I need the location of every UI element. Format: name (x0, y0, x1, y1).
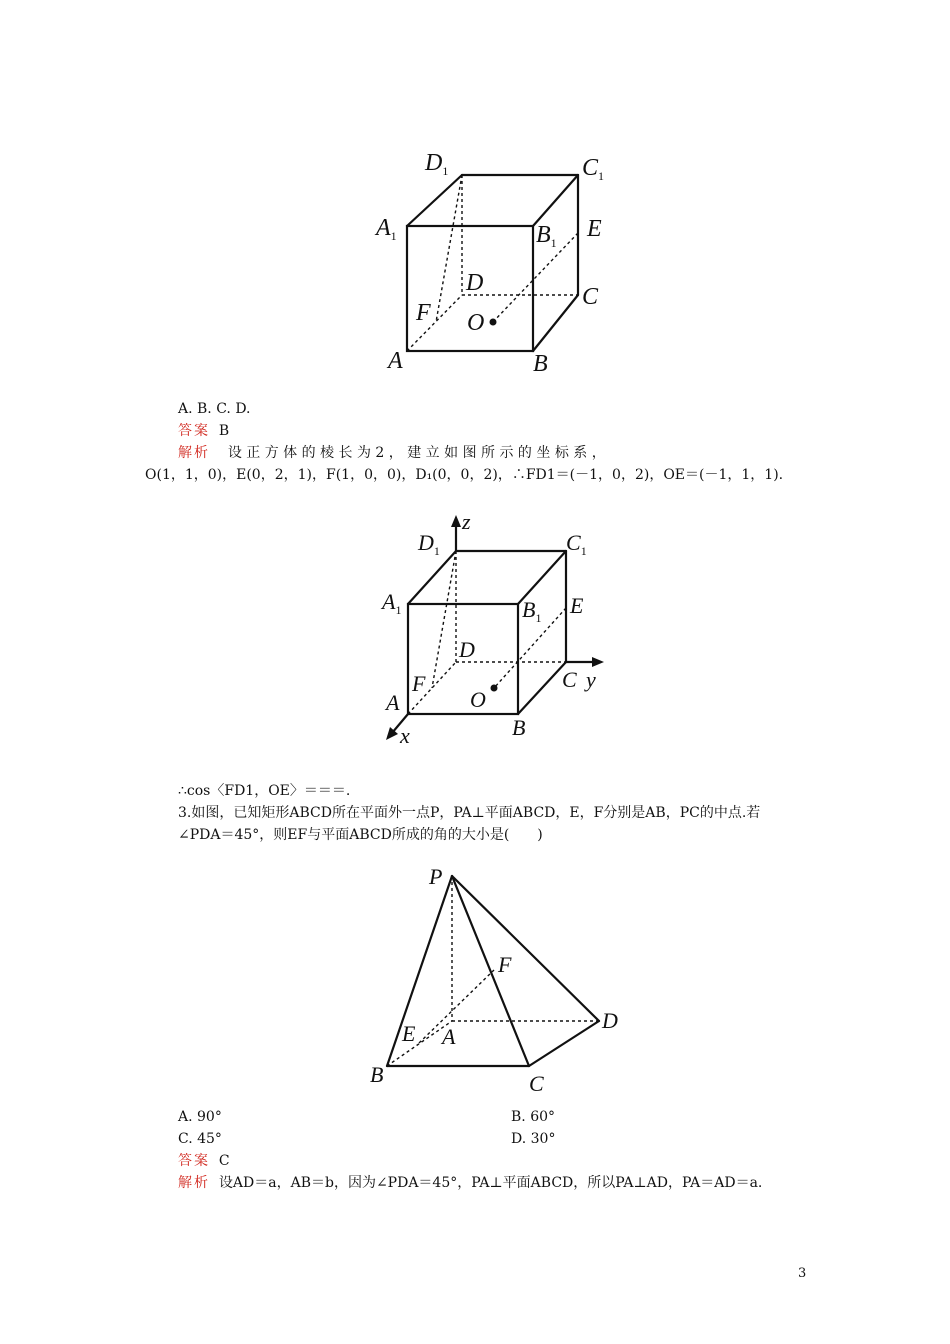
analysis-label: 解析 (178, 445, 210, 461)
svg-text:A: A (388, 348, 403, 374)
svg-text:C1: $C_1$ (582, 155, 605, 183)
figure-cube-2-with-axes (370, 505, 630, 750)
option-3a: A. 90° (178, 1109, 222, 1125)
option-3c: C. 45° (178, 1131, 222, 1147)
question-3-line2: ∠PDA＝45°，则EF与平面ABCD所成的角的大小是( ) (178, 827, 543, 843)
option-3d: D. 30° (511, 1131, 556, 1147)
svg-text:C: C (529, 1071, 544, 1096)
svg-text:O: O (470, 687, 486, 712)
svg-text:B: B (512, 715, 526, 740)
svg-text:A: A (442, 1024, 456, 1049)
svg-text:C: C (582, 284, 599, 310)
point-o (490, 319, 497, 326)
svg-text:E: E (570, 593, 584, 618)
answer-label: 答案 (178, 1153, 210, 1169)
svg-text:F: F (412, 671, 426, 696)
analysis-q2-line2: O(1，1，0)，E(0，2，1)，F(1，0，0)，D₁(0，0，2)，∴FD1＝(－1，0，2)，OE＝(－1，1，1). (145, 467, 784, 483)
analysis-q3 (178, 1173, 762, 1193)
svg-text:B1: $B_1$ (522, 597, 542, 625)
y-axis-arrow-icon (592, 657, 604, 667)
z-axis-arrow-icon (451, 515, 461, 527)
svg-text:A1: $A_1$ (382, 589, 402, 617)
figure-cube-1 (370, 140, 630, 395)
svg-text:C1: $C_1$ (566, 530, 587, 558)
svg-text:D: D (459, 637, 475, 662)
analysis-label: 解析 (178, 1175, 210, 1191)
svg-text:D: D (602, 1008, 618, 1033)
option-3b: B. 60° (511, 1109, 556, 1125)
svg-text:F: F (498, 952, 512, 977)
analysis-text: 设AD＝a，AB＝b，因为∠PDA＝45°，PA⊥平面ABCD，所以PA⊥AD，PA＝AD＝a. (218, 1175, 763, 1191)
svg-text:D: D (466, 270, 484, 296)
answer-label: 答案 (178, 423, 210, 439)
svg-text:E: E (587, 216, 602, 242)
svg-text:z: z (462, 509, 471, 534)
options-q2: A. B. C. D. (178, 401, 251, 417)
svg-text:A1: $A_1$ (376, 215, 397, 243)
svg-text:y: y (586, 667, 596, 692)
svg-text:x: x (400, 723, 410, 748)
point-o (491, 685, 498, 692)
svg-text:F: F (416, 300, 431, 326)
page-number: 3 (798, 1266, 807, 1281)
answer-q3 (178, 1151, 230, 1171)
answer-value: B (218, 423, 230, 439)
svg-text:B: B (370, 1062, 384, 1087)
answer-value: C (218, 1153, 230, 1169)
svg-text:E: E (402, 1021, 416, 1046)
cos-line: ∴cos〈FD1，OE〉＝＝＝. (178, 783, 351, 799)
question-3-line1: 3.如图，已知矩形ABCD所在平面外一点P，PA⊥平面ABCD，E，F分别是AB，PC的中点.若 (178, 805, 761, 821)
svg-text:D1: $D_1$ (418, 530, 440, 558)
svg-text:O: O (467, 310, 485, 336)
svg-text:P: P (429, 864, 443, 889)
analysis-q2-line1 (178, 443, 606, 463)
answer-q2 (178, 421, 229, 441)
svg-text:B: B (533, 351, 548, 377)
figure-pyramid (362, 860, 642, 1098)
svg-text:C: C (562, 667, 577, 692)
svg-text:D1: $D_1$ (425, 150, 449, 178)
analysis-text: 设 正 方 体 的 棱 长 为 2 ， 建 立 如 图 所 示 的 坐 标 系 ， (227, 445, 606, 461)
svg-text:A: A (386, 690, 400, 715)
svg-text:B1: $B_1$ (536, 222, 557, 250)
